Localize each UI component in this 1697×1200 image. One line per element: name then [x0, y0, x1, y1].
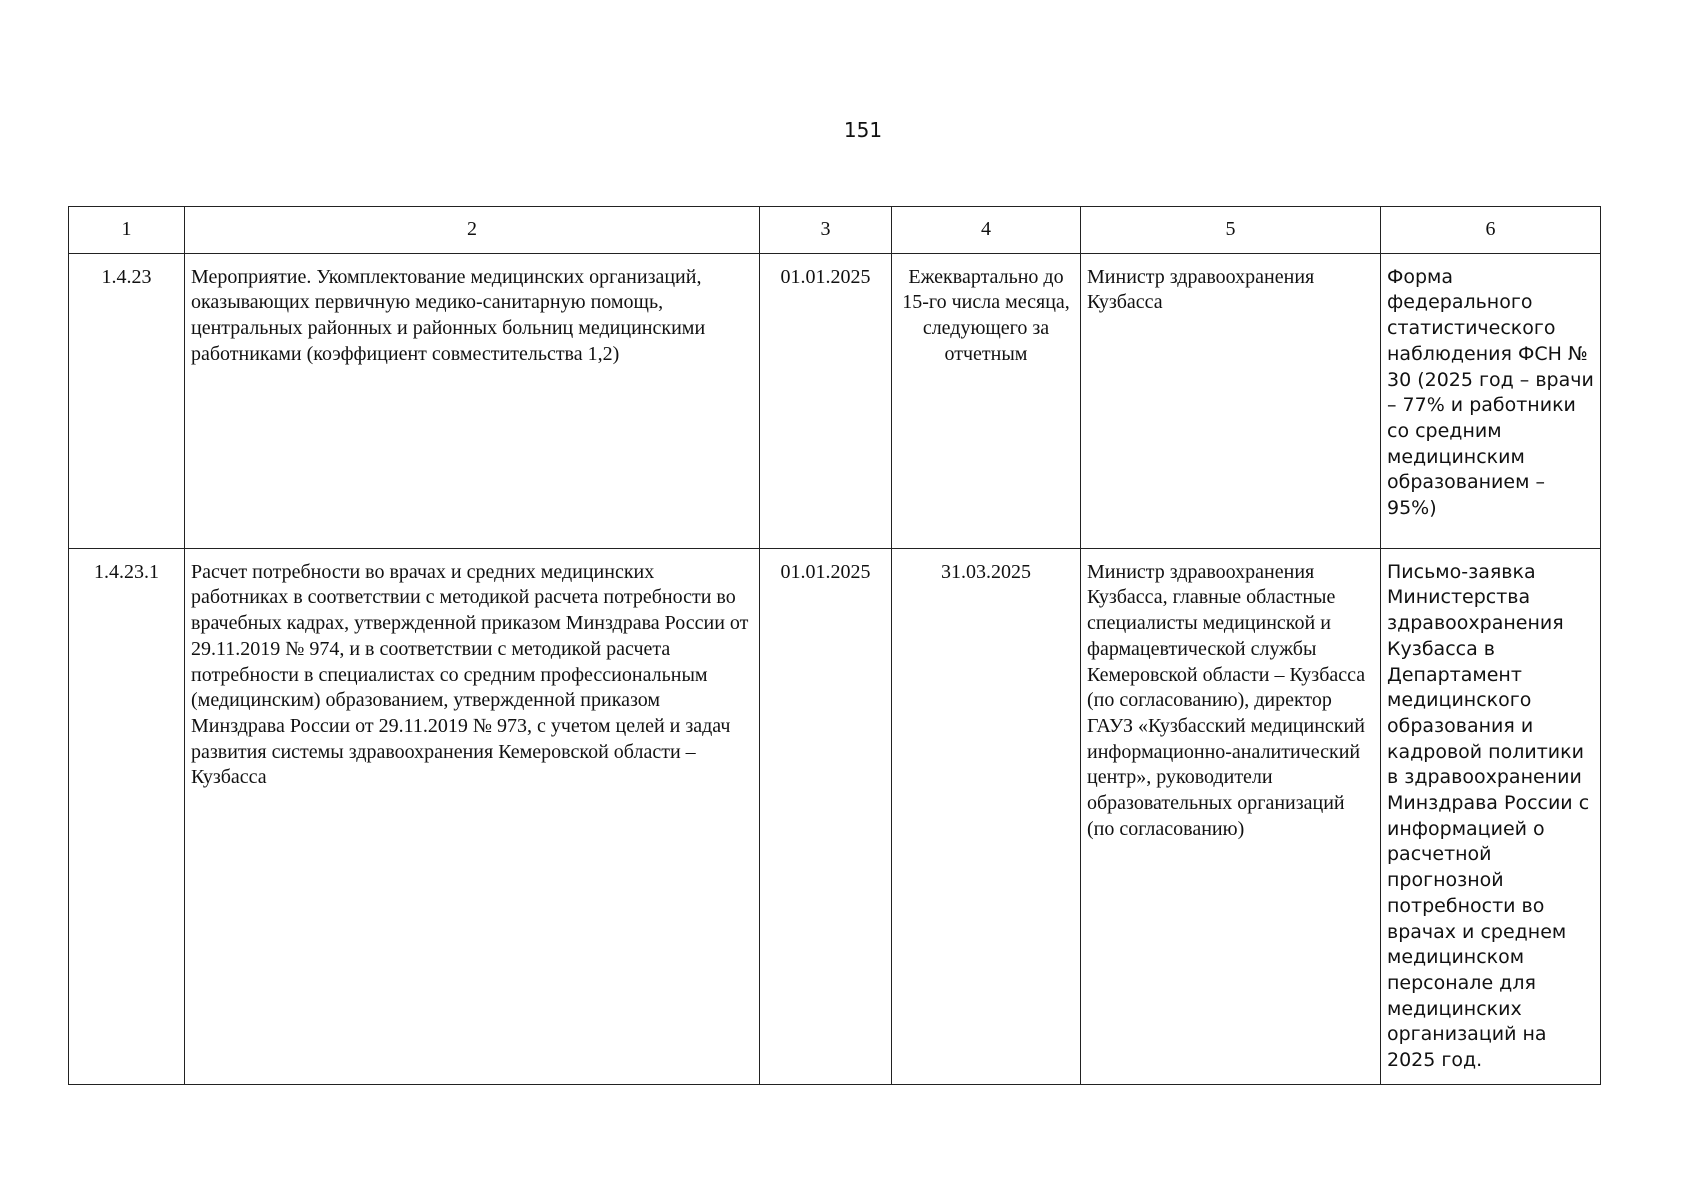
table-row [69, 253, 1601, 548]
column-header: 1 [69, 207, 185, 254]
row-responsible: Министр здравоохранения Кузбасса [1081, 253, 1381, 548]
table-row [69, 548, 1601, 1084]
row-start-date: 01.01.2025 [760, 548, 892, 1084]
row-start-date: 01.01.2025 [760, 253, 892, 548]
column-header: 6 [1381, 207, 1601, 254]
row-end-date: Ежеквартально до 15-го числа месяца, следующего за отчетным [892, 253, 1081, 548]
row-responsible: Министр здравоохранения Кузбасса, главные областные специалисты медицинской и фармацевтической службы Кемеровской области – Кузбасса (по согласованию), директор ГАУЗ «Кузбасский медицинский информационно-аналитический центр», руководители образовательных организаций (по согласованию) [1081, 548, 1381, 1084]
column-header: 5 [1081, 207, 1381, 254]
column-header: 2 [185, 207, 760, 254]
column-header: 4 [892, 207, 1081, 254]
page-number: 151 [843, 118, 883, 142]
row-end-date: 31.03.2025 [892, 548, 1081, 1084]
row-result: Форма федерального статистического наблюдения ФСН № 30 (2025 год – врачи – 77% и работники со средним медицинским образованием – 95%) [1381, 253, 1601, 548]
row-name: Расчет потребности во врачах и средних медицинских работниках в соответствии с методикой расчета потребности во врачебных кадрах, утвержденной приказом Минздрава России от 29.11.2019 № 974, и в соответствии с методикой расчета потребности в специалистах со средним профессиональным (медицинским) образованием, утвержденной приказом Минздрава России от 29.11.2019 № 973, с учетом целей и задач развития системы здравоохранения Кемеровской области – Кузбасса [185, 548, 760, 1084]
row-name: Мероприятие. Укомплектование медицинских организаций, оказывающих первичную медико-санитарную помощь, центральных районных и районных больниц медицинскими работниками (коэффициент совместительства 1,2) [185, 253, 760, 548]
column-header: 3 [760, 207, 892, 254]
row-number: 1.4.23 [69, 253, 185, 548]
table-header-row [69, 207, 1601, 254]
row-number: 1.4.23.1 [69, 548, 185, 1084]
plan-table [68, 206, 1601, 1085]
row-result: Письмо-заявка Министерства здравоохранения Кузбасса в Департамент медицинского образования и кадровой политики в здравоохранении Минздрава России с информацией о расчетной прогнозной потребности во врачах и среднем медицинском персонале для медицинских организаций на 2025 год. [1381, 548, 1601, 1084]
